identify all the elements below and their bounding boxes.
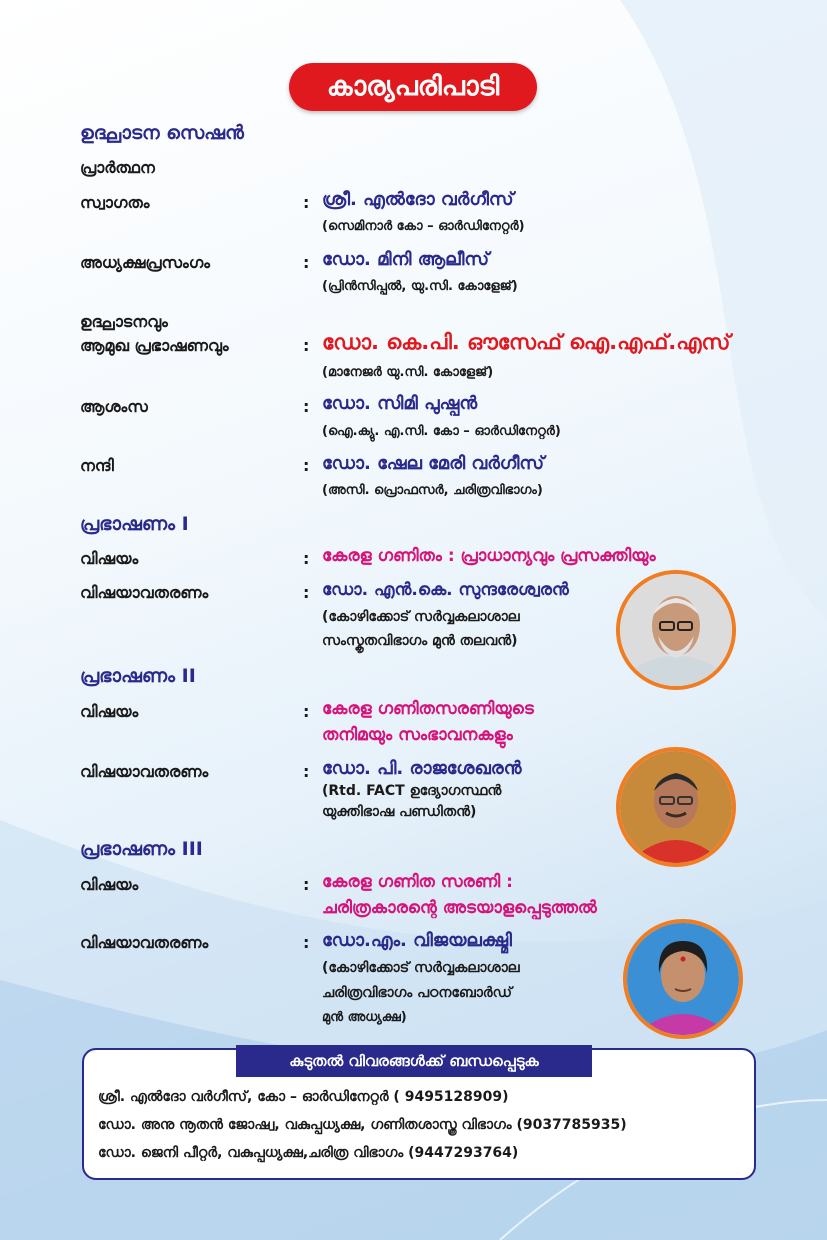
- president-role: (പ്രിൻസിപ്പൽ, യു.സി. കോളേജ്): [322, 279, 518, 294]
- lecture1-subject-label: വിഷയം: [80, 549, 139, 568]
- lecture2-subject-label: വിഷയം: [80, 702, 139, 721]
- inauguration-label-1: ഉദ്ഘാടനവും: [80, 312, 168, 331]
- thanks-colon: :: [303, 456, 310, 475]
- lecture3-presenter-colon: :: [303, 933, 310, 952]
- lecture3-subject-label: വിഷയം: [80, 875, 139, 894]
- contact-line-2: ഡോ. അനു നൂതൻ ജോഷ്വ, വകുപ്പധ്യക്ഷ, ഗണിതശാസ്ത്ര വിഭാഗം (9037785935): [98, 1117, 627, 1133]
- thanks-role: (അസി. പ്രൊഫസർ, ചരിത്രവിഭാഗം): [322, 483, 543, 498]
- prayer-label: പ്രാർത്ഥന: [80, 158, 155, 177]
- president-label: അധ്യക്ഷപ്രസംഗം: [80, 253, 210, 272]
- lecture3-heading: പ്രഭാഷണം III: [80, 838, 203, 860]
- welcome-colon: :: [303, 193, 310, 212]
- inauguration-label-2: ആമുഖ പ്രഭാഷണവും: [80, 336, 229, 355]
- felicitation-role: (ഐ.ക്യു. എ.സി. കോ – ഓർഡിനേറ്റർ): [322, 424, 561, 439]
- lecture3-presenter-role-1: (കോഴിക്കോട് സർവ്വകലാശാല: [322, 960, 520, 976]
- presenter3-photo: [623, 919, 743, 1039]
- felicitation-label: ആശംസ: [80, 397, 148, 416]
- thanks-name: ഡോ. ഷേല മേരി വർഗീസ്: [322, 453, 545, 474]
- lecture3-presenter-label: വിഷയാവതരണം: [80, 933, 209, 952]
- presenter2-photo: [616, 747, 736, 867]
- lecture2-presenter-role-2: യുക്തിഭാഷ പണ്ഡിതൻ): [322, 804, 477, 820]
- lecture1-subject-colon: :: [303, 549, 310, 568]
- welcome-name: ശ്രീ. എൽദോ വർഗീസ്: [322, 189, 514, 210]
- presenter1-photo: [616, 570, 736, 690]
- contact-heading: കുടുതൽ വിവരങ്ങൾക്ക് ബന്ധപ്പെടുക: [236, 1045, 592, 1077]
- welcome-role: (സെമിനാർ കോ – ഓർഡിനേറ്റർ): [322, 219, 525, 234]
- inauguration-name: ഡോ. കെ.പി. ഔസേഫ് ഐ.എഫ്.എസ്: [322, 330, 731, 354]
- lecture3-subject-1: കേരള ഗണിത സരണി :: [322, 872, 513, 892]
- contact-line-1: ശ്രീ. എൽദോ വർഗീസ്, കോ – ഓർഡിനേറ്റർ ( 9495128909): [98, 1089, 509, 1105]
- contact-line-3: ഡോ. ജെനി പീറ്റർ, വകുപ്പധ്യക്ഷ,ചരിത്ര വിഭാഗം (9447293764): [98, 1145, 519, 1161]
- thanks-label: നന്ദി: [80, 456, 114, 475]
- lecture2-presenter-name: ഡോ. പി. രാജശേഖരൻ: [322, 758, 522, 779]
- inauguration-role: (മാനേജർ യു.സി. കോളേജ്): [322, 365, 494, 380]
- lecture3-presenter-name: ഡോ.എം. വിജയലക്ഷ്മി: [322, 930, 512, 951]
- welcome-label: സ്വാഗതം: [80, 193, 150, 212]
- lecture2-subject-2: തനിമയും സംഭാവനകളും: [322, 725, 513, 745]
- lecture1-presenter-label: വിഷയാവതരണം: [80, 583, 209, 602]
- lecture3-presenter-role-2: ചരിത്രവിഭാഗം പഠനബോർഡ്: [322, 985, 512, 1001]
- president-colon: :: [303, 253, 310, 272]
- lecture1-presenter-role-2: സംസ്കൃതവിഭാഗം മുൻ തലവൻ): [322, 633, 518, 649]
- president-name: ഡോ. മിനി ആലീസ്: [322, 249, 490, 270]
- lecture2-presenter-label: വിഷയാവതരണം: [80, 762, 209, 781]
- lecture1-presenter-name: ഡോ. എൻ.കെ. സുന്ദരേശ്വരൻ: [322, 580, 569, 600]
- lecture2-presenter-role-1: (Rtd. FACT ഉദ്യോഗസ്ഥൻ: [322, 783, 502, 799]
- lecture3-presenter-role-3: മുൻ അധ്യക്ഷ): [322, 1010, 407, 1025]
- lecture1-presenter-role-1: (കോഴിക്കോട് സർവ്വകലാശാല: [322, 609, 520, 625]
- lecture2-heading: പ്രഭാഷണം II: [80, 665, 196, 687]
- lecture3-subject-colon: :: [303, 875, 310, 894]
- felicitation-colon: :: [303, 397, 310, 416]
- inaugural-heading: ഉദ്ഘാടന സെഷൻ: [80, 122, 244, 144]
- lecture2-presenter-colon: :: [303, 762, 310, 781]
- lecture1-heading: പ്രഭാഷണം I: [80, 513, 189, 535]
- lecture2-subject-colon: :: [303, 702, 310, 721]
- lecture1-presenter-colon: :: [303, 583, 310, 602]
- lecture1-subject: കേരള ഗണിതം : പ്രാധാന്യവും പ്രസക്തിയും: [322, 546, 656, 566]
- lecture3-subject-2: ചരിത്രകാരന്റെ അടയാളപ്പെടുത്തൽ: [322, 898, 597, 918]
- inauguration-colon: :: [303, 336, 310, 355]
- felicitation-name: ഡോ. സിമി പുഷ്പൻ: [322, 393, 478, 414]
- page-title: കാര്യപരിപാടി: [289, 63, 537, 111]
- lecture2-subject-1: കേരള ഗണിതസരണിയുടെ: [322, 699, 534, 719]
